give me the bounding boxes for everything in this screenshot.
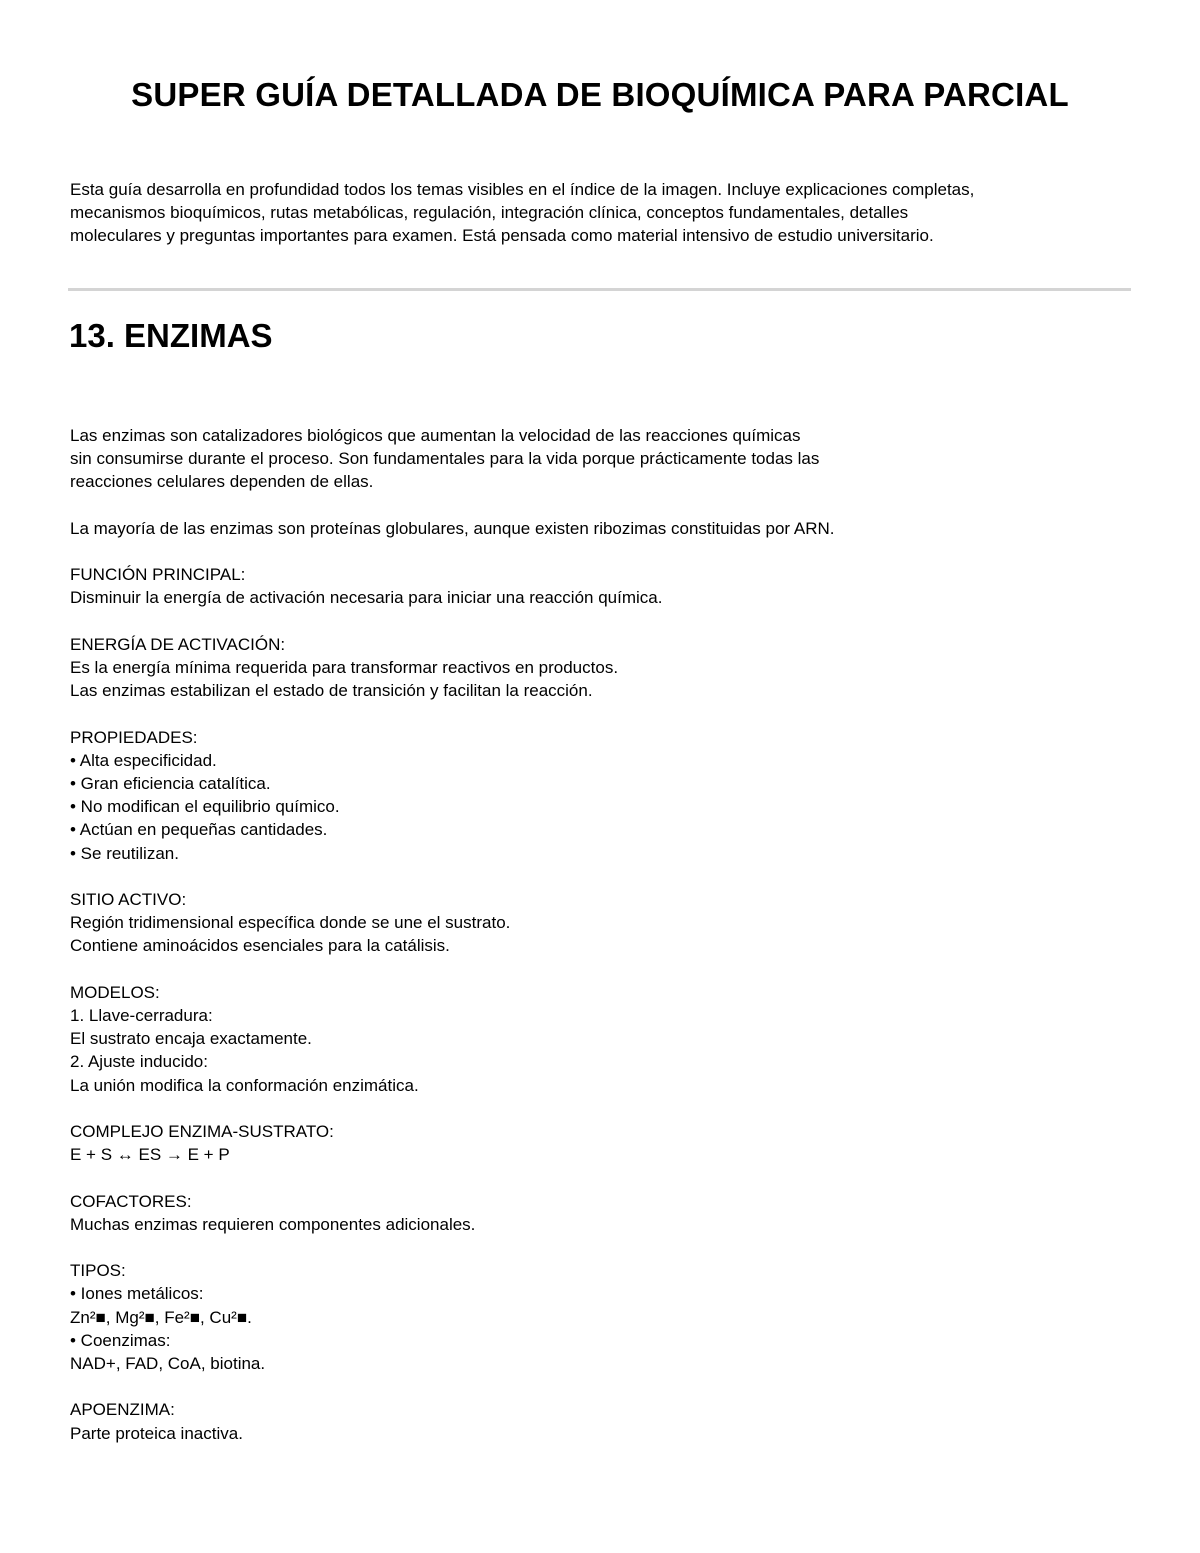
block-funcion-principal — [70, 563, 1130, 609]
block-heading: APOENZIMA: — [70, 1400, 175, 1420]
block-line: Muchas enzimas requieren componentes adicionales. — [70, 1214, 476, 1234]
section-divider — [68, 288, 1131, 291]
block-line: 2. Ajuste inducido: — [70, 1052, 208, 1072]
list-item: • No modifican el equilibrio químico. — [70, 797, 340, 817]
block-heading: TIPOS: — [70, 1261, 126, 1281]
paragraph-line: La mayoría de las enzimas son proteínas globulares, aunque existen ribozimas constituidas por ARN. — [70, 518, 835, 538]
block-line: Parte proteica inactiva. — [70, 1423, 243, 1443]
block-line: Región tridimensional específica donde se une el sustrato. — [70, 913, 511, 933]
list-item: • Actúan en pequeñas cantidades. — [70, 820, 328, 840]
section-title: 13. ENZIMAS — [69, 317, 273, 354]
paragraph-definition — [70, 424, 1130, 494]
block-energia-activacion — [70, 633, 1130, 703]
block-tipos — [70, 1259, 1130, 1375]
list-item: • Se reutilizan. — [70, 843, 179, 863]
list-item: • Iones metálicos: — [70, 1284, 204, 1304]
list-item: • Coenzimas: — [70, 1330, 171, 1350]
block-modelos — [70, 981, 1130, 1097]
intro-line: Esta guía desarrolla en profundidad todos los temas visibles en el índice de la imagen. Incluye explicaciones completas, — [70, 180, 975, 199]
list-item: • Gran eficiencia catalítica. — [70, 773, 271, 793]
paragraph-composition — [70, 517, 1130, 540]
block-cofactores — [70, 1190, 1130, 1236]
document-title: SUPER GUÍA DETALLADA DE BIOQUÍMICA PARA PARCIAL — [131, 76, 1069, 113]
block-apoenzima — [70, 1398, 1130, 1444]
block-heading: SITIO ACTIVO: — [70, 889, 187, 909]
list-item: • Alta especificidad. — [70, 750, 217, 770]
block-heading: ENERGÍA DE ACTIVACIÓN: — [70, 634, 286, 654]
paragraph-line: sin consumirse durante el proceso. Son fundamentales para la vida porque prácticamente todas las — [70, 449, 820, 469]
block-heading: FUNCIÓN PRINCIPAL: — [70, 565, 246, 585]
block-heading: PROPIEDADES: — [70, 727, 198, 747]
paragraph-line: reacciones celulares dependen de ellas. — [70, 472, 374, 492]
block-heading: COFACTORES: — [70, 1191, 192, 1211]
block-line: 1. Llave-cerradura: — [70, 1005, 213, 1025]
block-complejo-enzima-sustrato — [70, 1120, 1130, 1166]
intro-paragraph — [70, 178, 1140, 247]
block-line: Disminuir la energía de activación necesaria para iniciar una reacción química. — [70, 588, 663, 608]
block-heading: MODELOS: — [70, 982, 160, 1002]
block-line: Zn²■, Mg²■, Fe²■, Cu²■. — [70, 1307, 252, 1327]
paragraph-line: Las enzimas son catalizadores biológicos que aumentan la velocidad de las reacciones químicas — [70, 426, 801, 445]
block-line: Las enzimas estabilizan el estado de transición y facilitan la reacción. — [70, 681, 593, 701]
block-propiedades — [70, 726, 1130, 865]
section-content — [70, 424, 1130, 1445]
intro-line: moleculares y preguntas importantes para examen. Está pensada como material intensivo de estudio universitario. — [70, 226, 934, 245]
block-line: Es la energía mínima requerida para transformar reactivos en productos. — [70, 657, 619, 677]
reaction-equation: E + S ↔ ES → E + P — [70, 1145, 230, 1165]
block-line: La unión modifica la conformación enzimática. — [70, 1075, 419, 1095]
block-heading: COMPLEJO ENZIMA-SUSTRATO: — [70, 1121, 334, 1141]
block-line: El sustrato encaja exactamente. — [70, 1029, 312, 1049]
block-sitio-activo — [70, 888, 1130, 958]
block-line: NAD+, FAD, CoA, biotina. — [70, 1353, 266, 1373]
intro-line: mecanismos bioquímicos, rutas metabólicas, regulación, integración clínica, conceptos fundamentales, detalles — [70, 203, 909, 222]
block-line: Contiene aminoácidos esenciales para la catálisis. — [70, 936, 450, 956]
